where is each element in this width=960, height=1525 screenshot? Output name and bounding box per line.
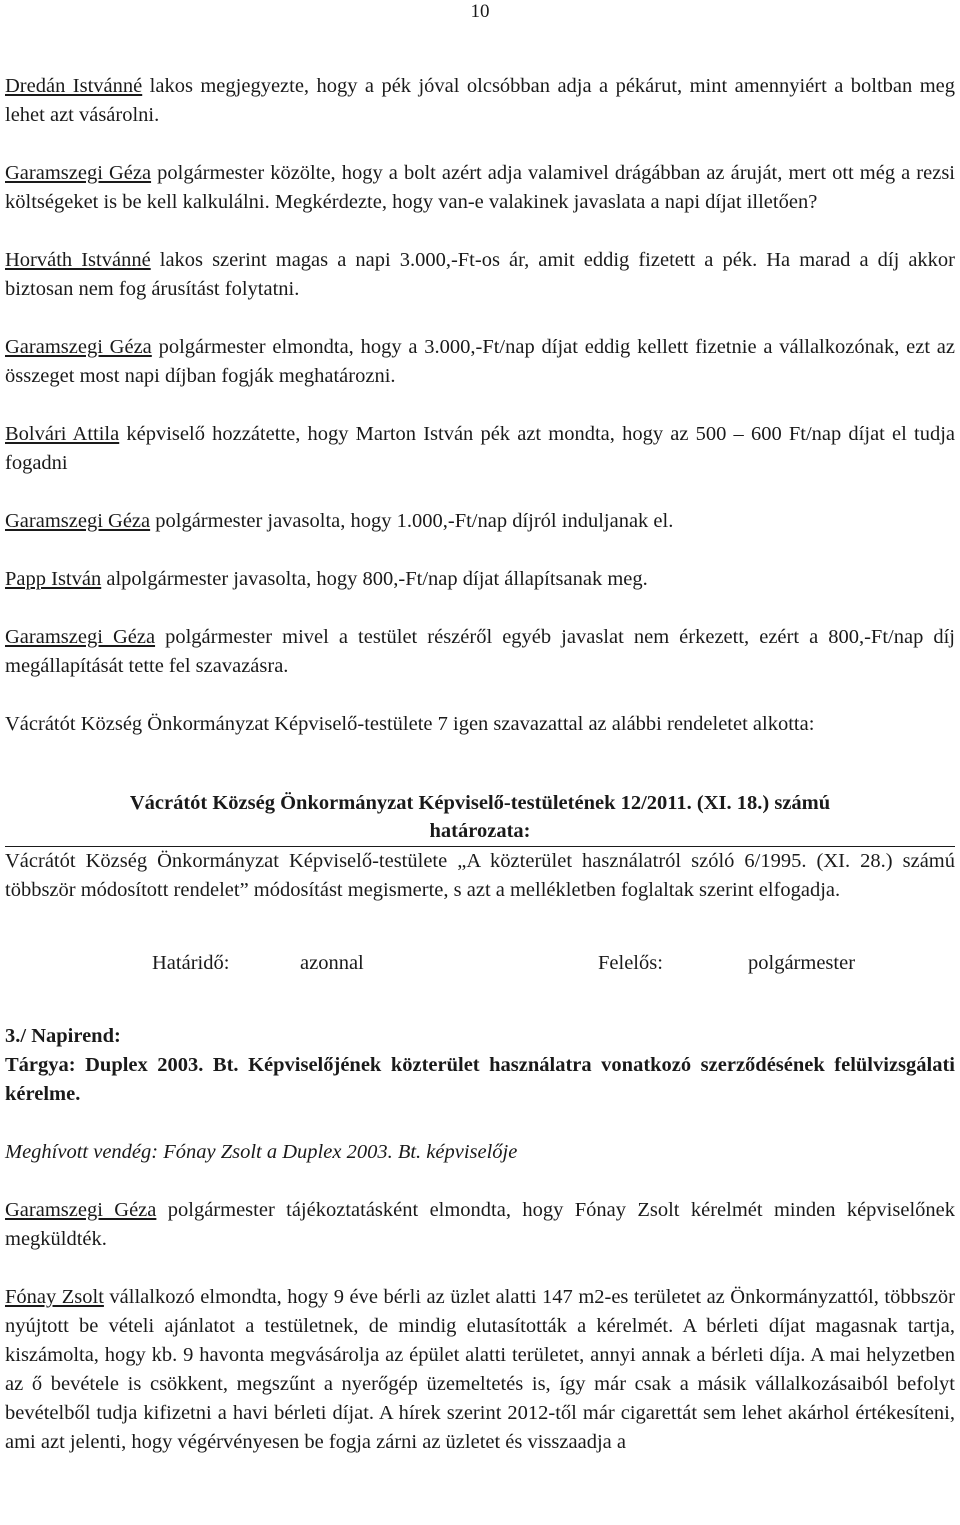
- paragraph-garamszegi-5: [5, 1196, 955, 1254]
- speaker-name: Fónay Zsolt: [5, 1286, 104, 1308]
- paragraph-garamszegi-3: [5, 507, 955, 536]
- paragraph-text: lakos szerint magas a napi 3.000,-Ft-os ár, amit eddig fizetett a pék. Ha marad a díj akkor biztosan nem fog árusítást folytatni.: [5, 249, 956, 300]
- agenda-subject: Tárgya: Duplex 2003. Bt. Képviselőjének közterület használatra vonatkozó szerződésének felülvizsgálati kérelme.: [5, 1054, 955, 1105]
- speaker-name: Garamszegi Géza: [5, 510, 151, 532]
- paragraph-papp: [5, 565, 955, 594]
- paragraph-bolvari: [5, 420, 955, 478]
- paragraph-text: polgármester mivel a testület részéről egyéb javaslat nem érkezett, ezért a 800,-Ft/nap díj megállapítását tette fel szavazásra.: [5, 626, 956, 677]
- speaker-name: Garamszegi Géza: [5, 626, 156, 648]
- paragraph-vote: Vácrátót Község Önkormányzat Képviselő-testülete 7 igen szavazattal az alábbi rendeletet alkotta:: [5, 713, 815, 735]
- agenda-block: [5, 1022, 955, 1109]
- paragraph-garamszegi-4: [5, 623, 955, 681]
- deadline-value: azonnal: [300, 952, 364, 974]
- speaker-name: Papp István: [5, 568, 102, 590]
- paragraph-text: lakos megjegyezte, hogy a pék jóval olcsóbban adja a pékárut, mint amennyiért a boltban meg lehet azt vásárolni.: [5, 75, 955, 126]
- paragraph-text: képviselő hozzátette, hogy Marton István pék azt mondta, hogy az 500 – 600 Ft/nap díjat el tudja fogadni: [5, 423, 955, 474]
- speaker-name: Bolvári Attila: [5, 423, 120, 445]
- paragraph-text: polgármester közölte, hogy a bolt azért adja valamivel drágábban az áruját, mert ott még a rezsi költségeket is be kell kalkulálni. Megkérdezte, hogy van-e valakinek javaslata a napi díjat illetően?: [5, 162, 955, 213]
- speaker-name: Garamszegi Géza: [5, 162, 152, 184]
- paragraph-garamszegi-2: [5, 333, 955, 391]
- agenda-heading: 3./ Napirend:: [5, 1025, 121, 1047]
- paragraph-horvath: [5, 246, 955, 304]
- deadline-label: Határidő:: [152, 952, 230, 974]
- paragraph-dredan: [5, 72, 955, 130]
- paragraph-text: alpolgármester javasolta, hogy 800,-Ft/nap díjat állapítsanak meg.: [101, 568, 648, 590]
- agenda-guest: Meghívott vendég: Fónay Zsolt a Duplex 2003. Bt. képviselője: [5, 1141, 518, 1163]
- paragraph-fonay: [5, 1283, 955, 1457]
- deadline-row: [5, 949, 955, 978]
- responsible-value: polgármester: [748, 952, 856, 974]
- resolution-title: Vácrátót Község Önkormányzat Képviselő-testületének 12/2011. (XI. 18.) számú: [129, 792, 831, 814]
- paragraph-text: polgármester javasolta, hogy 1.000,-Ft/nap díjról induljanak el.: [150, 510, 674, 532]
- paragraph-text: vállalkozó elmondta, hogy 9 éve bérli az üzlet alatti 147 m2-es területet az Önkormányzattól, többször nyújtott be vételi ajánlatot a testületnek, de mindig elutasították a kérelmét. A bérleti díjat magasnak tartja, kiszámolta, hogy kb. 9 havonta megvásárolja az épület alatti területet, annyi annak a bérleti díja. A mai helyzetben az ő bevétele is csökkent, megszűnt a nyerőgép üzemeltetés is, így már csak a másik vállalkozásaiból befolyt bevételből tudja kifizetni a havi bérleti díjat. A hírek szerint 2012-től már cigarettát sem lehet akárhol értékesíteni, ami azt jelenti, hogy végérvényesen be fogja zárni az üzletet és visszaadja a: [5, 1286, 955, 1453]
- responsible-label: Felelős:: [598, 952, 663, 974]
- paragraph-text: polgármester tájékoztatásként elmondta, hogy Fónay Zsolt kérelmét minden képviselőnek megküldték.: [5, 1199, 955, 1250]
- speaker-name: Garamszegi Géza: [5, 336, 152, 358]
- document-body: [5, 72, 955, 1457]
- paragraph-garamszegi-1: [5, 159, 955, 217]
- page-number: 10: [470, 1, 490, 22]
- paragraph-text: polgármester elmondta, hogy a 3.000,-Ft/nap díjat eddig kellett fizetnie a vállalkozónak, ezt az összeget most napi díjban fogják meghatározni.: [5, 336, 955, 387]
- resolution-body: Vácrátót Község Önkormányzat Képviselő-testülete „A közterület használatról szóló 6/1995. (XI. 28.) számú többször módosított rendelet” módosítást megismerte, s azt a mellékletben foglaltak szerint elfogadja.: [5, 850, 955, 901]
- resolution-subtitle: határozata:: [5, 818, 955, 847]
- speaker-name: Dredán Istvánné: [5, 75, 143, 97]
- speaker-name: Garamszegi Géza: [5, 1199, 157, 1221]
- speaker-name: Horváth Istvánné: [5, 249, 151, 271]
